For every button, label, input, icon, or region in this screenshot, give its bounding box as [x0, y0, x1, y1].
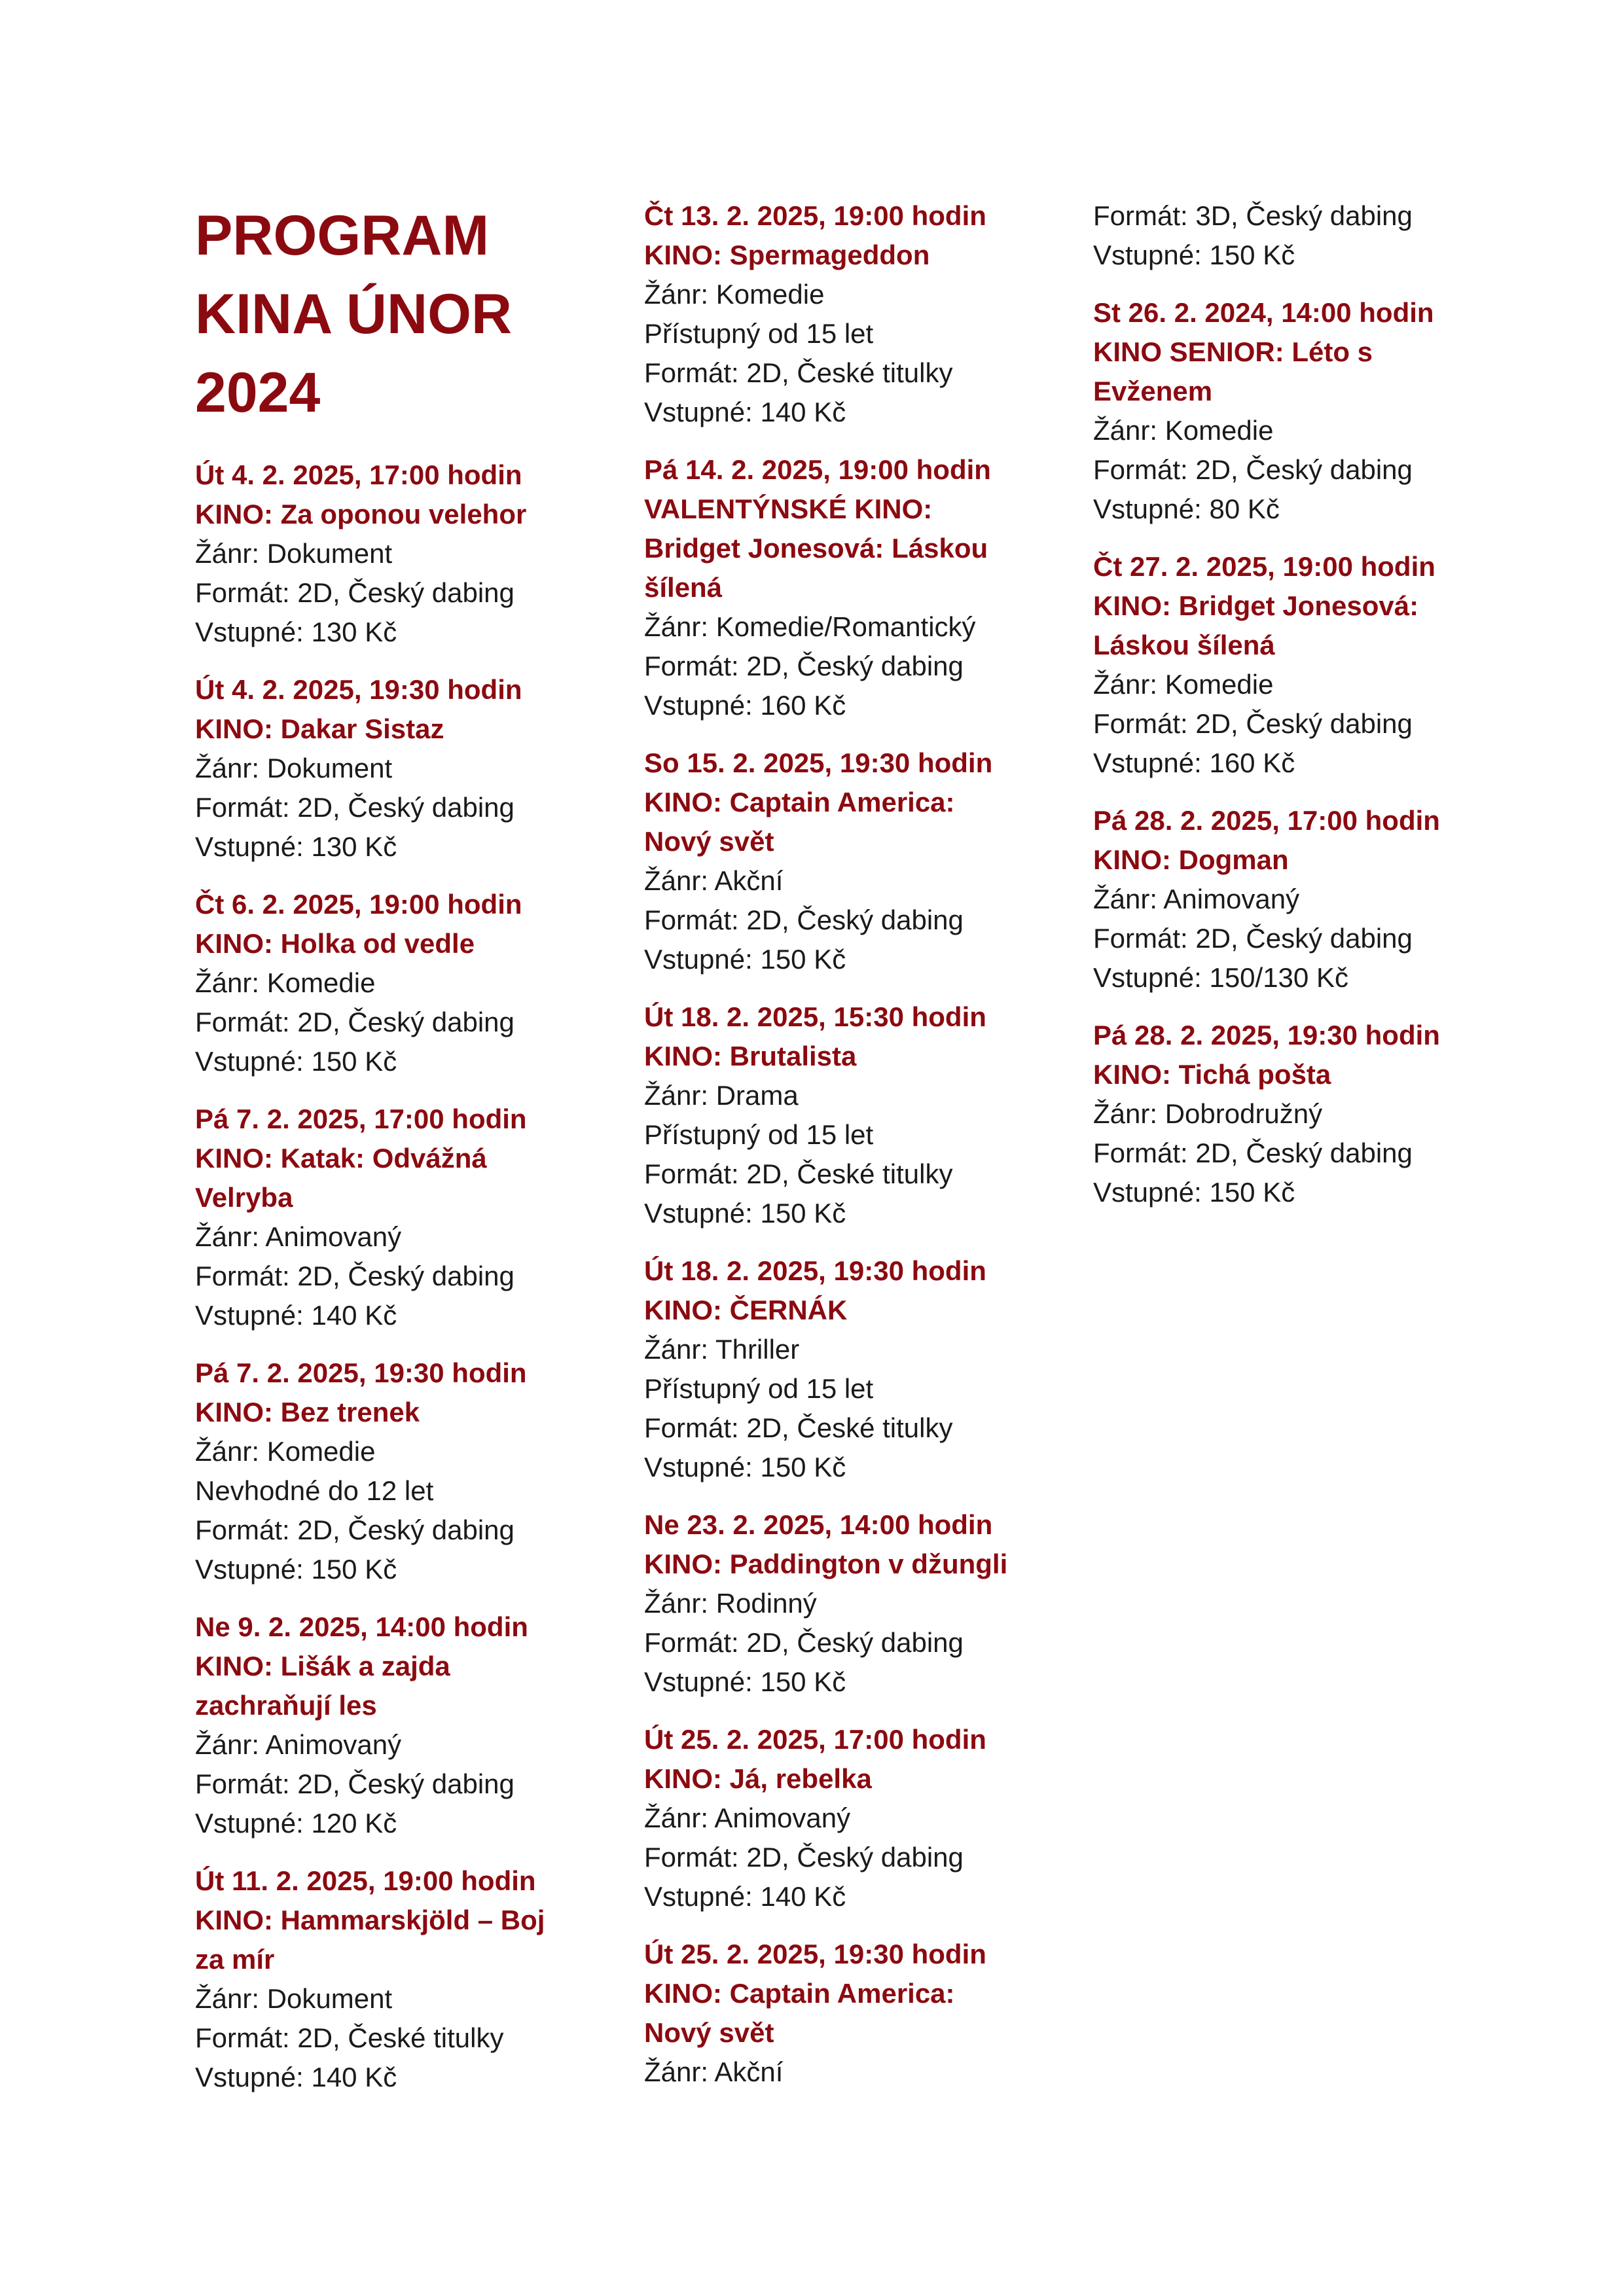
event-detail: Vstupné: 140 Kč: [644, 1881, 846, 1912]
title-line: KINA ÚNOR: [195, 283, 513, 346]
event-detail: Vstupné: 130 Kč: [195, 831, 397, 862]
event-title: KINO: Spermageddon: [644, 240, 930, 270]
event-detail: Formát: 2D, Český dabing: [195, 577, 514, 608]
event-datetime: Čt 6. 2. 2025, 19:00 hodin: [195, 889, 522, 920]
event-title: KINO: Bez trenek: [195, 1397, 420, 1427]
event-datetime: Út 18. 2. 2025, 19:30 hodin: [644, 1255, 986, 1286]
event-title: KINO: Paddington v džungli: [644, 1549, 1008, 1579]
event-detail: Formát: 2D, Český dabing: [644, 1627, 964, 1658]
event-detail: Formát: 2D, Český dabing: [195, 1261, 514, 1291]
event-title: KINO: Brutalista: [644, 1041, 857, 1071]
event-title: Láskou šílená: [1093, 630, 1275, 660]
event-detail: Formát: 2D, Český dabing: [644, 905, 964, 935]
event-detail: Žánr: Akční: [644, 2056, 784, 2087]
event-detail: Vstupné: 120 Kč: [195, 1808, 397, 1839]
event-datetime: Pá 14. 2. 2025, 19:00 hodin: [644, 454, 991, 485]
event-entry: [195, 670, 614, 867]
event-detail: Žánr: Komedie: [644, 279, 825, 310]
event-datetime: Pá 28. 2. 2025, 17:00 hodin: [1093, 805, 1440, 836]
event-detail: Formát: 2D, České titulky: [644, 357, 953, 388]
event-detail: Vstupné: 150/130 Kč: [1093, 962, 1348, 993]
event-title: KINO: Captain America:: [644, 1978, 955, 2009]
event-entry: [644, 1251, 1063, 1487]
event-datetime: Út 18. 2. 2025, 15:30 hodin: [644, 1001, 986, 1032]
event-title: KINO: Hammarskjöld – Boj: [195, 1905, 545, 1935]
event-detail: Vstupné: 160 Kč: [1093, 747, 1295, 778]
event-detail: Formát: 3D, Český dabing: [1093, 200, 1413, 231]
event-detail: Vstupné: 150 Kč: [195, 1554, 397, 1585]
event-title: Nový svět: [644, 826, 774, 857]
event-title: KINO SENIOR: Léto s: [1093, 336, 1373, 367]
column-1: [195, 196, 614, 2115]
event-datetime: Út 4. 2. 2025, 17:00 hodin: [195, 459, 522, 490]
event-detail: Přístupný od 15 let: [644, 1119, 874, 1150]
event-datetime: Pá 28. 2. 2025, 19:30 hodin: [1093, 1020, 1440, 1050]
event-detail: Formát: 2D, Český dabing: [195, 1768, 514, 1799]
event-entry: [1093, 801, 1512, 997]
event-detail: Žánr: Komedie: [195, 1436, 376, 1467]
event-detail: Žánr: Komedie: [1093, 669, 1274, 700]
event-detail: Vstupné: 130 Kč: [195, 617, 397, 647]
event-entry: [1093, 293, 1512, 529]
event-detail: Vstupné: 140 Kč: [195, 2062, 397, 2092]
event-detail: Formát: 2D, Český dabing: [644, 651, 964, 681]
event-detail: Formát: 2D, Český dabing: [195, 792, 514, 823]
event-title: zachraňují les: [195, 1690, 377, 1721]
event-detail: Žánr: Komedie: [1093, 415, 1274, 446]
event-entry: [195, 1100, 614, 1335]
event-title: Velryba: [195, 1182, 293, 1213]
event-detail: Žánr: Dokument: [195, 753, 393, 783]
column-2: [644, 196, 1063, 2110]
event-title: KINO: Katak: Odvážná: [195, 1143, 487, 1174]
event-detail: Žánr: Rodinný: [644, 1588, 817, 1619]
event-detail: Vstupné: 80 Kč: [1093, 493, 1280, 524]
event-detail: Žánr: Dokument: [195, 538, 393, 569]
event-detail: Formát: 2D, České titulky: [195, 2022, 504, 2053]
event-detail: Vstupné: 150 Kč: [1093, 1177, 1295, 1208]
event-entry: [644, 1935, 1063, 2092]
event-datetime: So 15. 2. 2025, 19:30 hodin: [644, 747, 993, 778]
event-title: KINO: Tichá pošta: [1093, 1059, 1331, 1090]
event-title: Evženem: [1093, 376, 1213, 406]
event-title: KINO: Captain America:: [644, 787, 955, 817]
event-datetime: Čt 13. 2. 2025, 19:00 hodin: [644, 200, 986, 231]
event-entry: [195, 885, 614, 1081]
event-title: KINO: Holka od vedle: [195, 928, 475, 959]
event-detail: Žánr: Thriller: [644, 1334, 800, 1365]
event-entry: [195, 1861, 614, 2097]
event-detail: Vstupné: 150 Kč: [644, 1452, 846, 1482]
event-title: KINO: Za oponou velehor: [195, 499, 527, 529]
event-datetime: Ne 9. 2. 2025, 14:00 hodin: [195, 1611, 528, 1642]
event-detail: Formát: 2D, Český dabing: [195, 1515, 514, 1545]
event-detail: Formát: 2D, Český dabing: [644, 1842, 964, 1873]
event-detail: Formát: 2D, Český dabing: [1093, 923, 1413, 954]
event-list: [195, 456, 614, 2097]
event-detail: Vstupné: 140 Kč: [195, 1300, 397, 1331]
event-title: šílená: [644, 572, 723, 603]
page-title: [195, 196, 614, 432]
event-entry: [644, 997, 1063, 1233]
event-detail: Formát: 2D, Český dabing: [1093, 454, 1413, 485]
event-detail: Vstupné: 150 Kč: [195, 1046, 397, 1077]
event-entry: [644, 1720, 1063, 1916]
event-detail: Žánr: Dobrodružný: [1093, 1098, 1323, 1129]
event-detail: Formát: 2D, České titulky: [644, 1412, 953, 1443]
event-datetime: Út 11. 2. 2025, 19:00 hodin: [195, 1865, 536, 1896]
event-list: [1093, 196, 1512, 1212]
event-detail: Přístupný od 15 let: [644, 318, 874, 349]
event-entry: [195, 1607, 614, 1843]
event-entry: [195, 1354, 614, 1589]
event-entry: [644, 744, 1063, 979]
event-title: KINO: Bridget Jonesová:: [1093, 590, 1419, 621]
event-title: Nový svět: [644, 2017, 774, 2048]
event-detail: Žánr: Animovaný: [644, 1803, 851, 1833]
event-detail: Žánr: Dokument: [195, 1983, 393, 2014]
event-list: [644, 196, 1063, 2092]
event-detail: Formát: 2D, České titulky: [644, 1158, 953, 1189]
event-detail: Žánr: Komedie/Romantický: [644, 611, 976, 642]
event-detail: Vstupné: 150 Kč: [644, 944, 846, 975]
event-detail: Žánr: Animovaný: [1093, 884, 1300, 914]
event-entry: [1093, 547, 1512, 783]
event-datetime: Út 25. 2. 2025, 19:30 hodin: [644, 1939, 986, 1969]
event-detail: Žánr: Animovaný: [195, 1729, 402, 1760]
event-entry: [1093, 196, 1512, 275]
event-detail: Formát: 2D, Český dabing: [1093, 1138, 1413, 1168]
event-entry: [644, 1505, 1063, 1702]
event-detail: Formát: 2D, Český dabing: [1093, 708, 1413, 739]
column-3: [1093, 196, 1512, 1230]
event-detail: Formát: 2D, Český dabing: [195, 1007, 514, 1037]
event-detail: Nevhodné do 12 let: [195, 1475, 434, 1506]
event-entry: [1093, 1016, 1512, 1212]
event-datetime: Pá 7. 2. 2025, 17:00 hodin: [195, 1103, 527, 1134]
event-entry: [195, 456, 614, 652]
event-title: za mír: [195, 1944, 275, 1975]
event-detail: Žánr: Akční: [644, 865, 784, 896]
event-detail: Vstupné: 150 Kč: [644, 1666, 846, 1697]
event-datetime: Út 25. 2. 2025, 17:00 hodin: [644, 1724, 986, 1755]
event-title: Bridget Jonesová: Láskou: [644, 533, 988, 564]
event-datetime: Čt 27. 2. 2025, 19:00 hodin: [1093, 551, 1435, 582]
title-line: PROGRAM: [195, 204, 490, 267]
event-detail: Přístupný od 15 let: [644, 1373, 874, 1404]
event-detail: Vstupné: 140 Kč: [644, 397, 846, 427]
event-title: KINO: Dakar Sistaz: [195, 713, 444, 744]
event-detail: Žánr: Drama: [644, 1080, 799, 1111]
event-title: KINO: Lišák a zajda: [195, 1651, 450, 1681]
event-title: KINO: Dogman: [1093, 844, 1289, 875]
event-detail: Vstupné: 160 Kč: [644, 690, 846, 721]
event-entry: [644, 450, 1063, 725]
event-entry: [644, 196, 1063, 432]
event-title: KINO: ČERNÁK: [644, 1295, 848, 1325]
event-detail: Žánr: Komedie: [195, 967, 376, 998]
event-datetime: Pá 7. 2. 2025, 19:30 hodin: [195, 1357, 527, 1388]
event-detail: Vstupné: 150 Kč: [644, 1198, 846, 1229]
event-datetime: Ne 23. 2. 2025, 14:00 hodin: [644, 1509, 993, 1540]
event-title: VALENTÝNSKÉ KINO:: [644, 493, 933, 524]
event-datetime: St 26. 2. 2024, 14:00 hodin: [1093, 297, 1434, 328]
event-title: KINO: Já, rebelka: [644, 1763, 872, 1794]
event-datetime: Út 4. 2. 2025, 19:30 hodin: [195, 674, 522, 705]
title-line: 2024: [195, 361, 321, 424]
event-detail: Žánr: Animovaný: [195, 1221, 402, 1252]
event-detail: Vstupné: 150 Kč: [1093, 240, 1295, 270]
